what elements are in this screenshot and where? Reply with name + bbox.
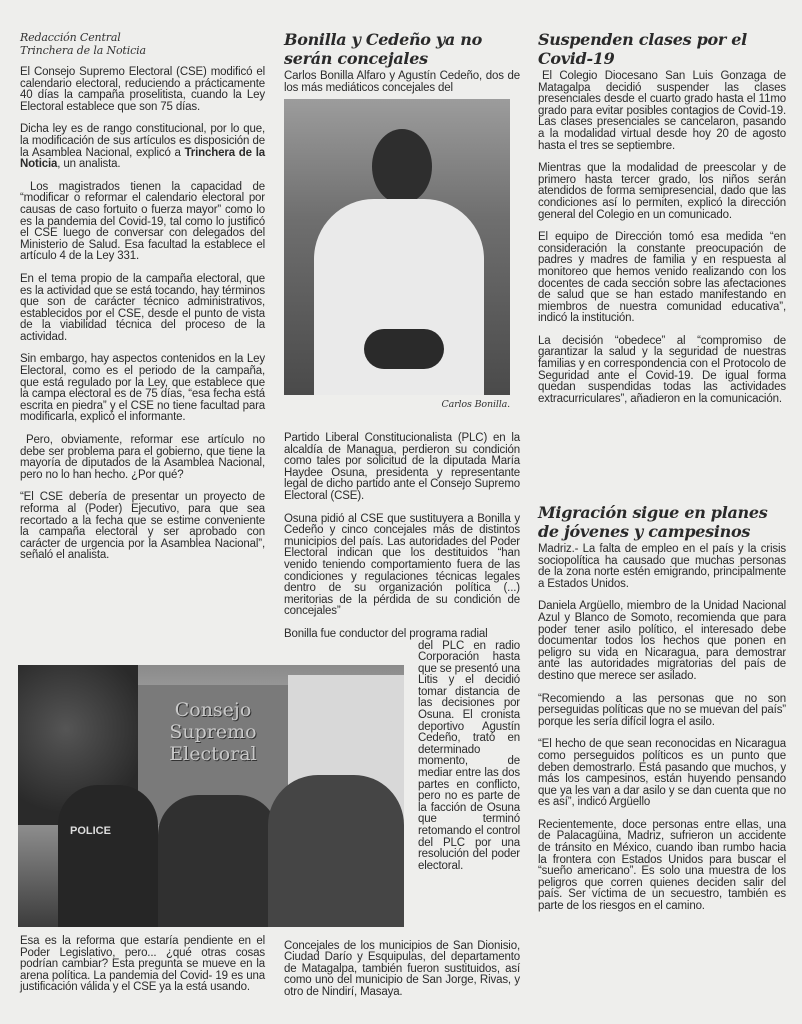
byline-line: Redacción Central <box>20 31 121 44</box>
carlos-bonilla-photo <box>284 99 510 395</box>
photo-spacer <box>284 641 412 933</box>
paragraph: Sin embargo, hay aspectos contenidos en la Ley Electoral, como es el periodo de la campaña, que está regulado por la Ley, que establece que la campa electoral es de 75 días, “esa fecha está escrita en piedra” y el CSE no tiene facultad para modificarla, explicó el informante. <box>20 353 265 424</box>
paragraph: del PLC en radio Corporación hasta que se presentó una Litis y el decidió tomar distancia de las decisiones por Osuna. El cronista deportivo Agustín Cedeño, trató en determinado momento, de mediar entre las dos partes en conflicto, pero no es parte de la facción de Osuna que terminó retomando el control del PLC por una resolución del poder electoral. <box>418 639 521 872</box>
hands <box>364 329 444 369</box>
article-cse <box>20 32 265 573</box>
police-officer <box>158 795 278 927</box>
paragraph: El Colegio Diocesano San Luis Gonzaga de Matagalpa decidió suspender las clases presenciales desde el cuarto grado hasta el 11mo grado para evitar posibles contagios de Covid-19. Las clases presenciales se cancelaron, pasando a la modalidad virtual desde hoy 20 de agosto hasta el tres se septiembre. <box>538 70 786 152</box>
paragraph: Concejales de los municipios de San Dionisio, Ciudad Darío y Esquipulas, del departamento de Matagalpa, también fueron sustituidos, así como uno del municipio de San Jorge, Rivas, y otro de Nindirí, Masaya. <box>284 939 520 998</box>
article-bonilla-body <box>284 433 520 1009</box>
paragraph: “Recomiendo a las personas que no son perseguidas políticas que no se muevan del país” porque les sería difícil logra el asilo. <box>538 692 786 728</box>
paragraph: “El hecho de que sean reconocidas en Nicaragua como perseguidos políticos es un punto que deben demostrarlo. Está pasando que muchos, y más los campesinos, están huyendo pensando que ya les van a dar asilo y se dan cuenta que no es así”, indicó Argüello <box>538 738 786 809</box>
vest-text: POLICE <box>70 825 111 837</box>
text: Dicha ley es de rango constitucional, por lo que, la modificación de sus artículos es disposición de la Asamblea Nacional, explicó a <box>20 123 265 159</box>
sign-text: Supremo <box>169 721 257 743</box>
article-cse-end <box>20 936 265 1005</box>
paragraph: En el tema propio de la campaña electoral, que es la actividad que se está tocando, hay términos que son de carácter técnico administrativos, establecidos por el CSE, desde el punto de vista de la viabilidad técnica del proceso de la actividad. <box>20 272 265 343</box>
head <box>372 129 432 204</box>
paragraph: Osuna pidió al CSE que sustituyera a Bonilla y Cedeño y cinco concejales más de distintos municipios del país. Las autoridades del Poder Electoral indican que los destituidos “han venido teniendo comportamiento fuera de las condiciones y regulaciones técnicas legales dentro de su organización política (...) meritorias de la pérdida de su condición de concejales” <box>284 512 520 618</box>
paragraph: Mientras que la modalidad de preescolar y de primero hasta tercer grado, los niños serán atendidos de forma semipresencial, dado que las condiciones así lo permiten, explicó la dirección general del Colegio en un comunicado. <box>538 162 786 221</box>
article-bonilla <box>284 30 520 411</box>
headline: Migración sigue en planes de jóvenes y campesinos <box>538 503 768 541</box>
paragraph: Pero, obviamente, reformar ese artículo no debe ser problema para el gobierno, que tiene la mayoría de diputados de la Asamblea Nacional, pero no lo han hecho. ¿Por qué? <box>20 434 265 481</box>
paragraph: Recientemente, doce personas entre ellas, una de Palacagüina, Madriz, sufrieron un accidente de tránsito en México, cuando iban rumbo hacia la frontera con Estados Unidos para buscar el “sueño americano”. Es solo una muestra de los peligros que corren quienes deciden salir del país. Ser víctima de un secuestro, también es parte de los riesgos en el camino. <box>538 818 786 913</box>
paragraph: Los magistrados tienen la capacidad de “modificar o reformar el calendario electoral por causas de caso fortuito o fuerza mayor” como lo es la pandemia del Covid-19, tal como lo justificó el CSE luego de conversar con delegados del Ministerio de Salud. Esa facultad la establece el artículo 4 de la Ley 331. <box>20 180 265 263</box>
paragraph: La decisión “obedece” al “compromiso de garantizar la salud y la seguridad de nuestras familias y en correspondencia con el Protocolo de Seguridad ante el Covid-19. De igual forma quedan suspendidas todas las actividades extracurriculares”, añadieron en la comunicación. <box>538 334 786 405</box>
byline <box>20 32 265 57</box>
paragraph: “El CSE debería de presentar un proyecto de reforma al (Poder) Ejecutivo, para que sea recortado a la fecha que se estime conveniente la campaña electoral y ser aprobado con carácter de urgencia por la Asamblea Nacional”, señaló el analista. <box>20 491 265 562</box>
byline-line: Trinchera de la Noticia <box>20 43 146 57</box>
paragraph <box>20 124 265 170</box>
text: , un analista. <box>57 158 121 171</box>
paragraph: Bonilla fue conductor del programa radial <box>284 627 488 640</box>
intro-paragraph: Carlos Bonilla Alfaro y Agustín Cedeño, dos de los más mediáticos concejales del <box>284 70 520 94</box>
paragraph: Daniela Argüello, miembro de la Unidad Nacional Azul y Blanco de Somoto, recomienda que para poder tener asilo político, el interesado debe documentar todos los hechos que ponen en peligro su vida en Nicaragua, para demostrar ante las autoridades migratorias del país de destino que merece ser asilado. <box>538 600 786 682</box>
headline: Suspenden clases por el Covid-19 <box>538 30 747 68</box>
paragraph: Madriz.- La falta de empleo en el país y la crisis sociopolítica ha causado que muchas personas de la zona norte estén emigrando, principalmente a Estados Unidos. <box>538 543 786 590</box>
police-officer <box>58 785 158 927</box>
paragraph: Esa es la reforma que estaría pendiente en el Poder Legislativo, pero... ¿qué otras cosas podrían cambiar? Esta pregunta se mueve en la arena política. La pandemia del Covid- 19 es una justificación válida y el CSE ya la está usando. <box>20 935 265 994</box>
headline: Bonilla y Cedeño ya no serán concejales <box>284 30 482 68</box>
paragraph: Partido Liberal Constitucionalista (PLC) en la alcaldía de Managua, perdieron su condición como tales por solicitud de la diputada María Haydee Osuna, presidenta y representante legal de dicho partido ante el Consejo Supremo Electoral (CSE). <box>284 432 520 502</box>
paragraph: El equipo de Dirección tomó esa medida “en consideración la constante preocupación de padres y madres de familia y en respuesta al monitoreo que hemos venido realizando con los docentes de cada sección sobre las afectaciones de salud que se han estado manifestando en miembros de nuestra comunidad educativa”, indicó la institución. <box>538 231 786 325</box>
paragraph: El Consejo Supremo Electoral (CSE) modificó el calendario electoral, reduciendo a prácticamente 40 días la campaña proselitista, cuando la Ley Electoral establece que son 75 días. <box>20 66 265 113</box>
publication-name: Trinchera de la Noticia <box>20 146 265 171</box>
article-migracion <box>538 503 786 924</box>
article-covid <box>538 30 786 416</box>
photo-caption: Carlos Bonilla. <box>441 399 510 411</box>
sign-text: Electoral <box>169 743 257 765</box>
sign-text: Consejo <box>174 699 252 721</box>
